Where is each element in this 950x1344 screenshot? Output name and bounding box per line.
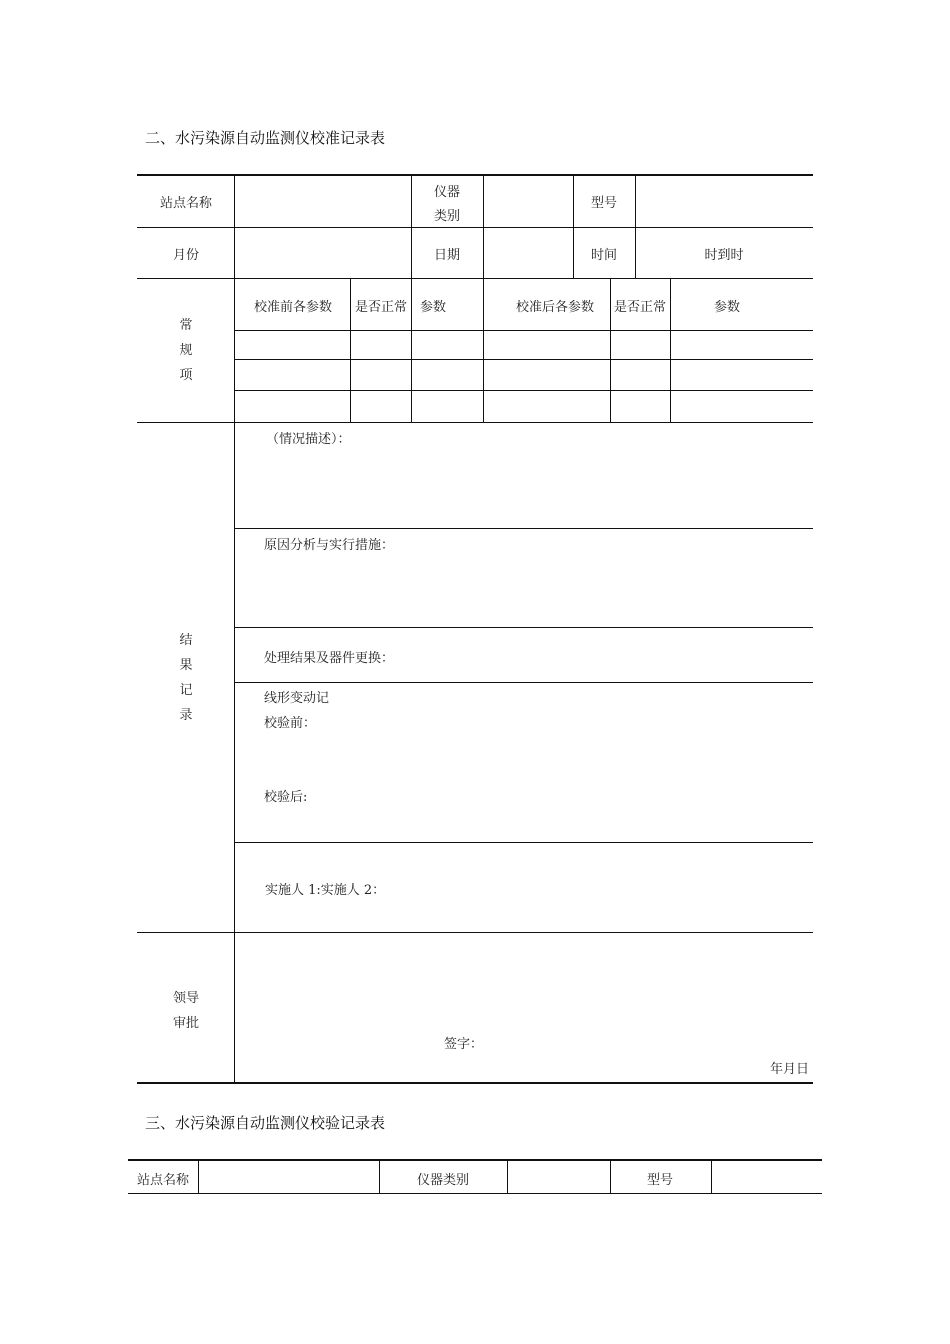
col-divider <box>411 278 412 422</box>
col-divider <box>411 175 412 279</box>
before-verification-label: 校验前： <box>264 716 317 731</box>
row-divider <box>235 390 813 391</box>
leader-approval-label-line2: 审批 <box>172 1016 200 1031</box>
col-divider <box>635 175 636 279</box>
col-divider <box>379 1160 380 1194</box>
signature-label: 签字： <box>444 1037 484 1052</box>
cause-analysis-label: 原因分析与实行措施： <box>264 538 395 553</box>
month-label: 月份 <box>172 248 200 263</box>
routine-items-label: 常 规 项 <box>179 318 193 383</box>
col-divider <box>234 175 235 1083</box>
instrument-type-label-line2: 类别 <box>433 209 461 224</box>
is-normal-header: 是否正常 <box>613 300 667 315</box>
operators-label: 实施人 1:实施人 2： <box>265 883 386 898</box>
instrument-type-label: 仪器类别 <box>416 1173 470 1188</box>
col-divider <box>198 1160 199 1194</box>
row-divider <box>235 330 813 331</box>
table-bottom-border <box>128 1193 822 1194</box>
time-label: 时间 <box>590 248 618 263</box>
col-divider <box>350 278 351 422</box>
row-divider <box>235 627 813 628</box>
curve-change-label: 线形变动记 <box>264 691 330 706</box>
row-divider <box>235 682 813 683</box>
is-normal-header: 是否正常 <box>354 300 408 315</box>
table-top-border <box>137 174 813 176</box>
row-divider <box>235 842 813 843</box>
row-divider <box>235 528 813 529</box>
section2-title: 二、水污染源自动监测仪校准记录表 <box>145 129 386 147</box>
col-divider <box>483 278 484 422</box>
row-divider <box>137 278 813 279</box>
section3-title: 三、水污染源自动监测仪校验记录表 <box>145 1114 386 1132</box>
table-top-border <box>128 1159 822 1161</box>
col-divider <box>507 1160 508 1194</box>
situation-description-label: （情况描述）： <box>266 432 351 447</box>
col-divider <box>483 175 484 279</box>
row-divider <box>235 359 813 360</box>
row-divider <box>137 422 813 423</box>
col-divider <box>610 278 611 422</box>
approval-date-label: 年月日 <box>770 1062 810 1077</box>
station-name-label: 站点名称 <box>136 1173 190 1188</box>
col-divider <box>711 1160 712 1194</box>
col-divider <box>573 175 574 279</box>
result-record-label: 结 果 记 录 <box>179 633 193 723</box>
date-label: 日期 <box>433 248 461 263</box>
leader-approval-label-line1: 领导 <box>172 991 200 1006</box>
post-calibration-params-header: 校准后各参数 <box>515 300 595 315</box>
param-header: 参数 <box>419 300 447 315</box>
instrument-type-label-line1: 仪器 <box>433 185 461 200</box>
row-divider <box>137 227 813 228</box>
table-bottom-border <box>137 1082 813 1084</box>
after-verification-label: 校验后: <box>264 790 308 805</box>
col-divider <box>610 1160 611 1194</box>
station-name-label: 站点名称 <box>159 196 213 211</box>
model-label: 型号 <box>590 196 618 211</box>
pre-calibration-params-header: 校准前各参数 <box>253 300 333 315</box>
handling-result-label: 处理结果及器件更换： <box>264 651 395 666</box>
row-divider <box>137 932 813 933</box>
model-label: 型号 <box>646 1173 674 1188</box>
col-divider <box>670 278 671 422</box>
param-header: 参数 <box>713 300 741 315</box>
time-range-label: 时到时 <box>704 248 744 263</box>
